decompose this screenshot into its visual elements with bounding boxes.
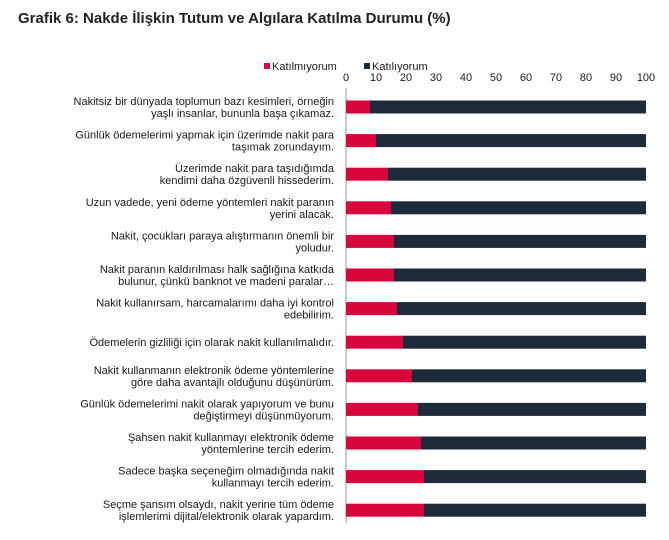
bar-katilmiyorum: [346, 504, 424, 517]
x-tick-label: 90: [609, 72, 623, 84]
category-label: Nakit kullanmanın elektronik ödeme yöntemlerine: [93, 364, 334, 377]
x-tick-label: 50: [489, 72, 503, 84]
bar-katiliyorum: [394, 269, 646, 282]
legend-swatch-0: [264, 63, 270, 69]
x-tick-label: 10: [369, 72, 383, 84]
category-label: kullanmayı tercih ederim.: [211, 477, 334, 490]
category-labels: [74, 96, 335, 523]
category-label: Nakitsiz bir dünyada toplumun bazı kesimleri, örneğin: [73, 96, 334, 108]
bar-katilmiyorum: [346, 336, 403, 349]
bar-katiliyorum: [421, 437, 646, 450]
bar-katiliyorum: [370, 101, 646, 114]
category-label: göre daha avantajlı olduğunu düşünürüm.: [130, 376, 334, 389]
category-label: Nakit, çocukları paraya alıştırmanın önemli bir: [110, 230, 334, 243]
x-tick-label: 40: [459, 72, 473, 84]
bar-katilmiyorum: [346, 269, 394, 282]
bar-katiliyorum: [418, 403, 646, 416]
bar-katilmiyorum: [346, 101, 370, 114]
x-tick-label: 100: [636, 72, 656, 84]
category-label: Üzerimde nakit para taşıdığımda: [175, 163, 334, 176]
bar-katiliyorum: [394, 235, 646, 248]
bar-katilmiyorum: [346, 134, 376, 147]
category-label: Sadece başka seçeneğim olmadığında nakit: [118, 465, 334, 478]
category-label: işlemlerimi dijital/elektronik olarak yapardım.: [118, 511, 334, 524]
bars: [346, 101, 646, 517]
bar-katilmiyorum: [346, 470, 424, 483]
bar-katiliyorum: [376, 134, 646, 147]
category-label: yaşlı insanlar, bununla başa çıkamaz.: [151, 108, 334, 120]
x-tick-label: 80: [579, 72, 593, 84]
bar-katiliyorum: [397, 302, 646, 315]
bar-katilmiyorum: [346, 201, 391, 214]
category-label: Nakit paranın kaldırılması halk sağlığına katkıda: [99, 264, 334, 276]
category-label: yerini alacak.: [269, 208, 334, 221]
bar-katilmiyorum: [346, 403, 418, 416]
bar-katilmiyorum: [346, 437, 421, 450]
category-label: edebilirim.: [283, 309, 334, 322]
bar-katiliyorum: [424, 470, 646, 483]
category-label: değiştirmeyi düşünmüyorum.: [193, 410, 334, 423]
bar-katiliyorum: [412, 369, 646, 382]
x-tick-label: 20: [399, 72, 413, 84]
bar-katiliyorum: [403, 336, 646, 349]
category-label: yöntemlerine tercih ederim.: [201, 444, 334, 456]
category-label: Nakit kullanırsam, harcamalarımı daha iyi kontrol: [96, 297, 334, 310]
bar-katilmiyorum: [346, 302, 397, 315]
bar-katiliyorum: [388, 168, 646, 181]
category-label: yoludur.: [295, 242, 334, 255]
category-label: bulunur, çünkü banknot ve madeni paralar…: [118, 276, 334, 288]
category-label: taşımak zorundayım.: [231, 141, 334, 154]
category-label: kendimi daha özgüvenli hissederim.: [159, 175, 334, 188]
category-label: Günlük ödemelerimi yapmak için üzerimde nakit para: [75, 129, 334, 142]
legend-label-0: Katılmıyorum: [272, 61, 337, 73]
category-label: Ödemelerin gizliliği için olarak nakit kullanılmalıdır.: [89, 337, 334, 350]
category-label: Seçme şansım olsaydı, nakit yerine tüm ödeme: [102, 499, 334, 512]
x-tick-label: 60: [519, 72, 533, 84]
x-tick-label: 0: [342, 72, 350, 84]
category-label: Şahsen nakit kullanmayı elektronik ödeme: [127, 432, 334, 444]
category-label: Uzun vadede, yeni ödeme yöntemleri nakit paranın: [85, 196, 334, 209]
bar-katilmiyorum: [346, 168, 388, 181]
x-tick-label: 70: [549, 72, 563, 84]
legend-label-1: Katılıyorum: [372, 61, 428, 73]
x-tick-label: 30: [429, 72, 443, 84]
bar-katiliyorum: [391, 201, 646, 214]
bar-katilmiyorum: [346, 369, 412, 382]
category-label: Günlük ödemelerimi nakit olarak yapıyorum ve bunu: [80, 398, 334, 411]
bar-katiliyorum: [424, 504, 646, 517]
chart-title: Grafik 6: Nakde İlişkin Tutum ve Algılara Katılma Durumu (%): [18, 10, 451, 27]
bar-katilmiyorum: [346, 235, 394, 248]
legend-swatch-1: [364, 63, 370, 69]
